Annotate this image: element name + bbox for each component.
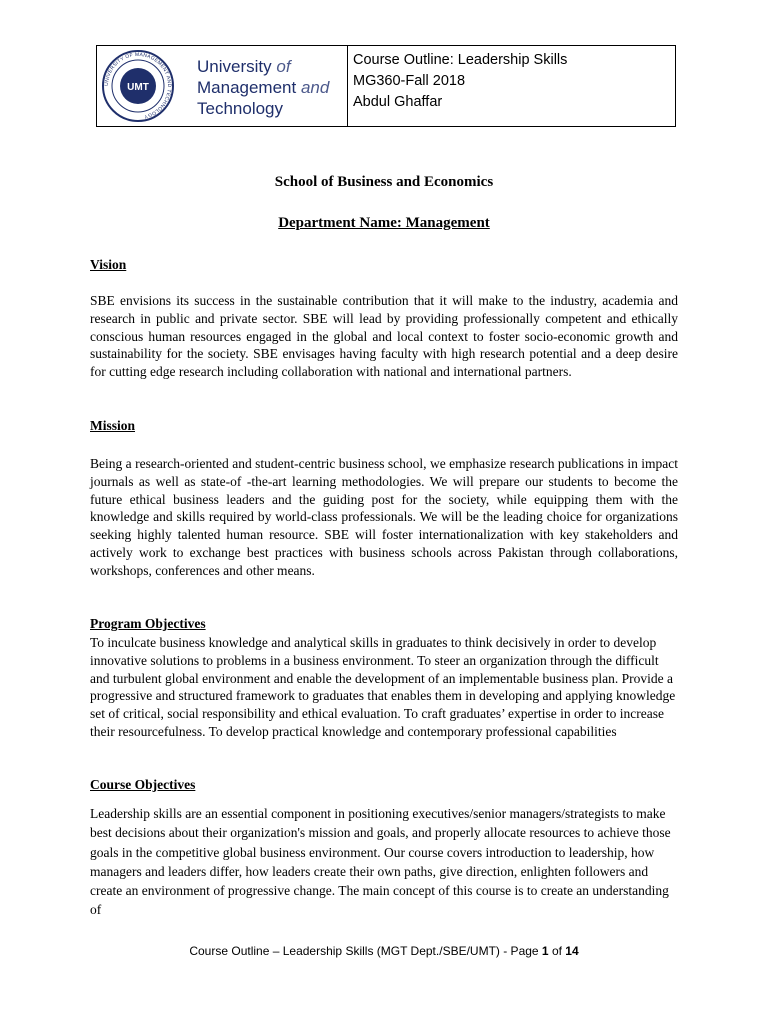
school-title: School of Business and Economics [274,174,494,190]
mission-text: Being a research-oriented and student-centric business school, we emphasize research publications in impact journals as well as state-of -the-art learning methodologies. We will prepare our students to become the future ethical business leaders and the guiding post for the society, while equipping them with the knowledge and skills required by world-class professionals. We will be the leading choice for organizations seeking highly talented human resource. SBE will foster internationalization with key stakeholders and actively work to exchange best practices with business schools across Pakistan through collaborations, workshops, conferences and other means. [90,456,678,578]
page-footer: Course Outline – Leadership Skills (MGT Dept./SBE/UMT) - Page 1 of 14 [189,944,579,958]
course-info [353,50,567,113]
umt-logo [101,49,175,123]
footer-page: 1 [541,944,549,958]
instructor-name: Abdul Ghaffar [353,94,443,110]
department-title: Department Name: Management [278,215,490,231]
course-objectives-text: Leadership skills are an essential component in positioning executives/senior managers/strategists to make best decisions about their organization's mission and goals, and properly allocate resources to achieve those goals in the competitive global business environment. Our course covers introduction to leadership, how managers and leaders differ, how leaders create their own paths, give direction, enlighten followers and create an environment of progressive change. The main concept of this course is to create an understanding of [90,806,671,918]
footer-total: 14 [565,944,579,958]
footer-text: Course Outline – Leadership Skills (MGT Dept./SBE/UMT) - Page [189,944,542,958]
university-line2: Management [197,78,301,97]
course-code: MG360-Fall 2018 [353,73,466,89]
program-objectives-text: To inculcate business knowledge and analytical skills in graduates to think decisively in order to develop innovative solutions to problems in a business environment. To steer an organization through the difficult and turbulent global environment and enable the development of an implementable business plan. Provide a progressive and structured framework to graduates that enables them in developing and applying knowledge set of critical, social responsibility and ethical evaluation. To craft graduates’ expertise in order to increase their resourcefulness. To develop practical knowledge and contemporary professional capabilities [90,635,676,739]
header-divider [347,46,348,126]
university-name: University of Management and Technology [197,57,330,118]
vision-heading: Vision [90,257,127,272]
course-objectives-heading: Course Objectives [90,777,196,792]
vision-text: SBE envisions its success in the sustainable contribution that it will make to the industry, academia and research in public and private sector. SBE will lead by providing professionally competent and ethically conscious human resources engaged in the global and local context to foster socio-economic growth and sustainability for the society. SBE envisages having faculty with high research potential and a deep desire for cutting edge research including collaboration with national and international partners. [90,293,678,380]
logo-text: UMT [127,82,149,93]
course-title: Course Outline: Leadership Skills [353,52,568,68]
university-line3: Technology [197,99,284,118]
logo-ring-text: UNIVERSITY OF MANAGEMENT AND TECHNOLOGY [103,51,173,120]
mission-heading: Mission [90,418,136,433]
university-line1: University [197,57,277,76]
program-objectives-heading: Program Objectives [90,616,206,631]
header-box [96,45,676,127]
